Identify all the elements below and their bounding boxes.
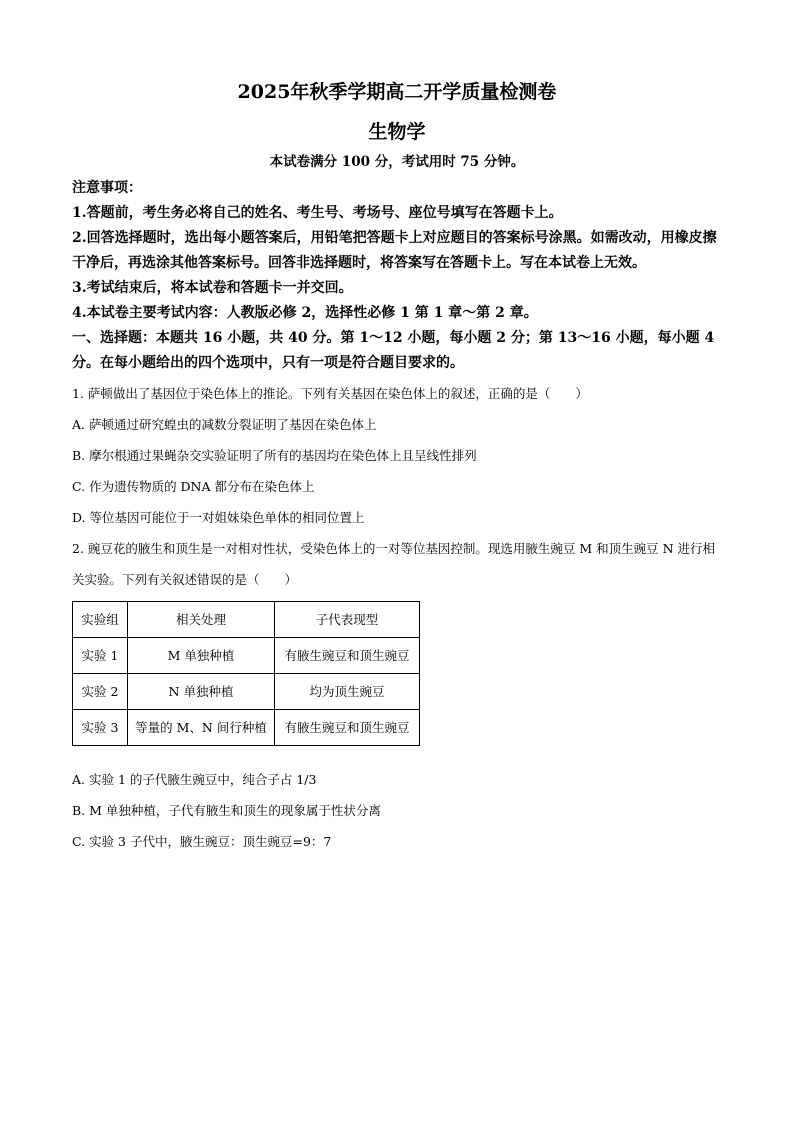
question-2-option-c: C. 实验 3 子代中，腋生豌豆：顶生豌豆=9：7	[72, 834, 332, 849]
table-cell: 均为顶生豌豆	[275, 674, 420, 710]
table-cell: 实验 3	[73, 710, 128, 746]
notes-heading: 注意事项：	[72, 180, 142, 196]
note-item-1: 1.答题前，考生务必将自己的姓名、考生号、考场号、座位号填写在答题卡上。	[72, 205, 563, 221]
table-row	[73, 638, 420, 674]
table-row	[73, 674, 420, 710]
table-cell: 实验 1	[73, 638, 128, 674]
table-header-cell: 子代表现型	[275, 602, 420, 638]
table-header-cell: 实验组	[73, 602, 128, 638]
exam-subject: 生物学	[368, 121, 426, 143]
note-item-4: 4.本试卷主要考试内容：人教版必修 2，选择性必修 1 第 1 章～第 2 章。	[72, 305, 538, 321]
question-2-options	[72, 764, 722, 857]
question-2-stem: 2. 豌豆花的腋生和顶生是一对相对性状，受染色体上的一对等位基因控制。现选用腋生豌豆 M 和顶生豌豆 N 进行相关实验。下列有关叙述错误的是（ ）	[72, 541, 716, 587]
table-cell: N 单独种植	[128, 674, 275, 710]
notes-block	[72, 176, 722, 376]
exam-page	[72, 78, 722, 857]
exam-meta: 本试卷满分 100 分，考试用时 75 分钟。	[269, 154, 525, 170]
question-1-option-d: D. 等位基因可能位于一对姐妹染色单体的相同位置上	[72, 510, 365, 525]
exam-title: 2025年秋季学期高二开学质量检测卷	[237, 81, 557, 103]
table-cell: M 单独种植	[128, 638, 275, 674]
table-cell: 等量的 M、N 间行种植	[128, 710, 275, 746]
note-item-2: 2.回答选择题时，选出每小题答案后，用铅笔把答题卡上对应题目的答案标号涂黑。如需改动，用橡皮擦干净后，再选涂其他答案标号。回答非选择题时，将答案写在答题卡上。写在本试卷上无效。	[72, 230, 717, 271]
table-header-row	[73, 602, 420, 638]
experiment-table	[72, 601, 420, 746]
table-cell: 实验 2	[73, 674, 128, 710]
table-row	[73, 710, 420, 746]
question-2	[72, 533, 722, 857]
section-title: 一、选择题：本题共 16 小题，共 40 分。第 1～12 小题，每小题 2 分；第 13～16 小题，每小题 4 分。在每小题给出的四个选项中，只有一项是符合题目要求的。	[72, 330, 715, 371]
question-1-option-a: A. 萨顿通过研究蝗虫的减数分裂证明了基因在染色体上	[72, 417, 377, 432]
table-header-cell: 相关处理	[128, 602, 275, 638]
question-1-stem: 1. 萨顿做出了基因位于染色体上的推论。下列有关基因在染色体上的叙述，正确的是（ ）	[72, 386, 588, 401]
question-1	[72, 378, 722, 533]
table-cell: 有腋生豌豆和顶生豌豆	[275, 710, 420, 746]
question-1-option-b: B. 摩尔根通过果蝇杂交实验证明了所有的基因均在染色体上且呈线性排列	[72, 448, 477, 463]
note-item-3: 3.考试结束后，将本试卷和答题卡一并交回。	[72, 280, 353, 296]
question-2-option-a: A. 实验 1 的子代腋生豌豆中，纯合子占 1/3	[72, 772, 317, 787]
question-2-option-b: B. M 单独种植，子代有腋生和顶生的现象属于性状分离	[72, 803, 381, 818]
table-cell: 有腋生豌豆和顶生豌豆	[275, 638, 420, 674]
question-1-option-c: C. 作为遗传物质的 DNA 都分布在染色体上	[72, 479, 315, 494]
